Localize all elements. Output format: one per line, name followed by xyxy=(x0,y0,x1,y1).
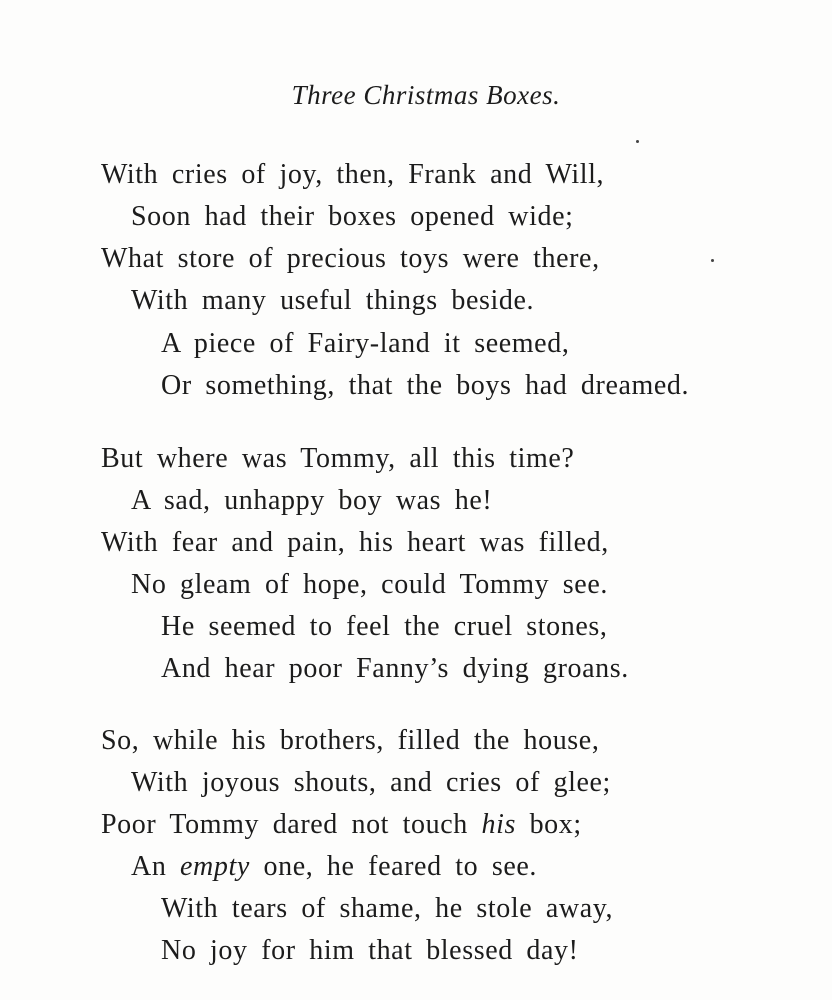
print-speck xyxy=(636,140,639,143)
poem-line: With fear and pain, his heart was filled, xyxy=(101,527,609,558)
poem-line: With many useful things beside. xyxy=(131,285,535,316)
poem-line: He seemed to feel the cruel stones, xyxy=(161,611,608,642)
poem-line: No joy for him that blessed day! xyxy=(161,935,579,966)
poem-line: With tears of shame, he stole away, xyxy=(161,893,614,924)
poem-line: With joyous shouts, and cries of glee; xyxy=(131,767,611,798)
poem-line: No gleam of hope, could Tommy see. xyxy=(131,569,608,600)
poem-line-text: one, he feared to see. xyxy=(263,851,538,882)
poem-line: A piece of Fairy-land it seemed, xyxy=(161,328,570,359)
poem-line: So, while his brothers, filled the house, xyxy=(101,725,600,756)
poem-line: Or something, that the boys had dreamed. xyxy=(161,370,690,401)
emphasized-word: his xyxy=(481,809,516,840)
poem-line: But where was Tommy, all this time? xyxy=(101,443,575,474)
poem-line: With cries of joy, then, Frank and Will, xyxy=(101,159,605,190)
emphasized-word: empty xyxy=(180,851,250,882)
print-speck xyxy=(711,259,714,262)
poem-line xyxy=(131,851,537,883)
poem-line xyxy=(101,809,582,841)
poem-line: A sad, unhappy boy was he! xyxy=(131,485,493,516)
poem-line-text: Poor Tommy dared not touch xyxy=(101,809,468,840)
poem-line-text: box; xyxy=(529,809,582,840)
poem-line-text: An xyxy=(131,851,167,882)
poem-line: And hear poor Fanny’s dying groans. xyxy=(161,653,629,684)
poem-title: Three Christmas Boxes. xyxy=(291,80,561,110)
poem-line: What store of precious toys were there, xyxy=(101,243,600,274)
poem-line: Soon had their boxes opened wide; xyxy=(131,201,574,232)
